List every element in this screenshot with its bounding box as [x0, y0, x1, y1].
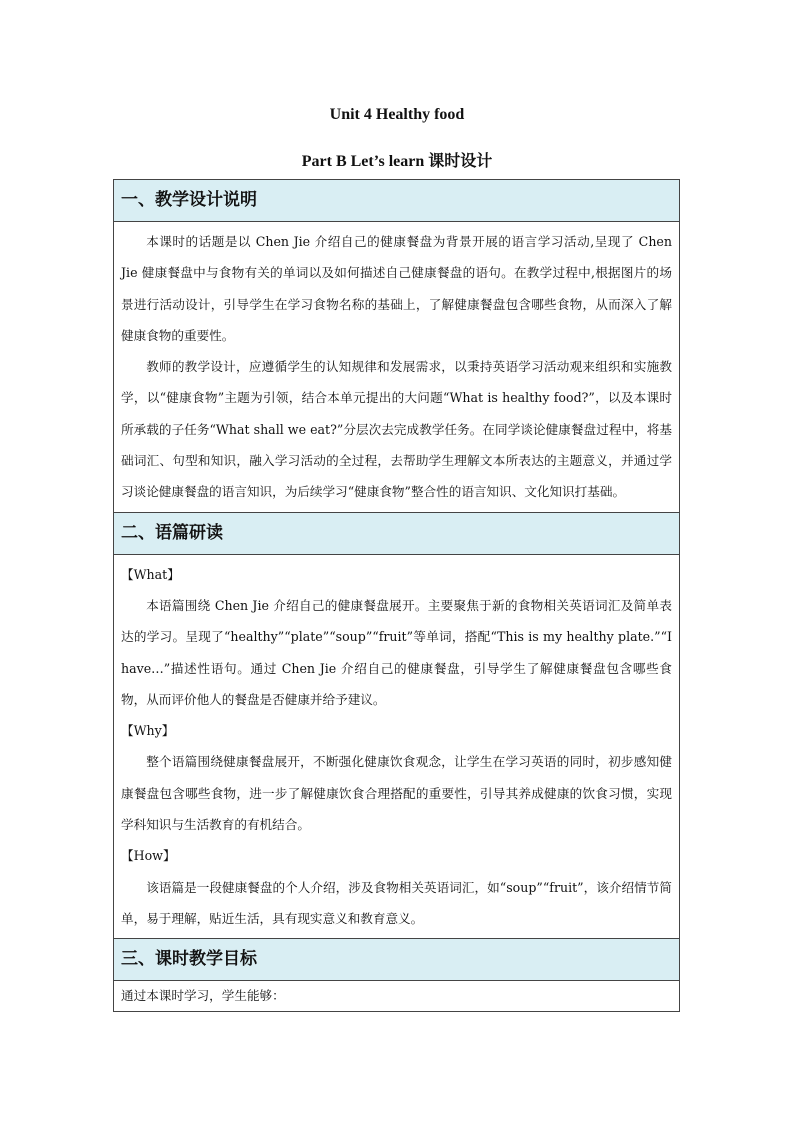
design-notes-body [114, 222, 680, 513]
design-notes-paragraph-1: 本课时的话题是以 Chen Jie 介绍自己的健康餐盘为背景开展的语言学习活动,呈现了 Chen Jie 健康餐盘中与食物有关的单词以及如何描述自己健康餐盘的语句。在教学过程中,根据图片的场景进行活动设计，引导学生在学习食物名称的基础上，了解健康餐盘包含哪些食物，从而深入了解健康食物的重要性。 [121, 234, 672, 343]
section-heading-objectives: 三、课时教学目标 [114, 939, 680, 981]
section-heading-text-analysis: 二、语篇研读 [114, 512, 680, 554]
why-tag: 【Why】 [121, 723, 175, 739]
why-paragraph: 整个语篇围绕健康餐盘展开，不断强化健康饮食观念，让学生在学习英语的同时，初步感知健康餐盘包含哪些食物，进一步了解健康饮食合理搭配的重要性，引导其养成健康的饮食习惯，实现学科知识与生活教育的有机结合。 [121, 754, 672, 833]
objectives-body [114, 981, 680, 1012]
lesson-title: Part B Let’s learn 课时设计 [301, 153, 493, 170]
unit-title: Unit 4 Healthy food [329, 106, 465, 123]
text-analysis-body [114, 554, 680, 939]
what-paragraph: 本语篇围绕 Chen Jie 介绍自己的健康餐盘展开。主要聚焦于新的食物相关英语词汇及简单表达的学习。呈现了“healthy”“plate”“soup”“fruit”等单词，搭配“This is my healthy plate.”“I have…”描述性语句。通过 Chen Jie 介绍自己的健康餐盘，引导学生了解健康餐盘包含哪些食物，从而评价他人的餐盘是否健康并给予建议。 [121, 597, 672, 707]
section-heading-design-notes: 一、教学设计说明 [114, 180, 680, 222]
what-tag: 【What】 [121, 566, 180, 582]
lesson-design-table [113, 179, 680, 1012]
design-notes-paragraph-2: 教师的教学设计，应遵循学生的认知规律和发展需求，以秉持英语学习活动观来组织和实施教学，以“健康食物”主题为引领，结合本单元提出的大问题“What is healthy food?”，以及本课时所承载的子任务“What shall we eat?”分层次去完成教学任务。在同学谈论健康餐盘过程中，将基础词汇、句型和知识，融入学习活动的全过程，去帮助学生理解文本所表达的主题意义，并通过学习谈论健康餐盘的语言知识，为后续学习“健康食物”整合性的语言知识、文化知识打基础。 [121, 359, 672, 500]
how-tag: 【How】 [121, 848, 176, 864]
how-paragraph: 该语篇是一段健康餐盘的个人介绍，涉及食物相关英语词汇，如“soup”“fruit”，该介绍情节简单，易于理解，贴近生活，具有现实意义和教育意义。 [121, 879, 672, 926]
objectives-intro: 通过本课时学习，学生能够： [121, 988, 285, 1004]
